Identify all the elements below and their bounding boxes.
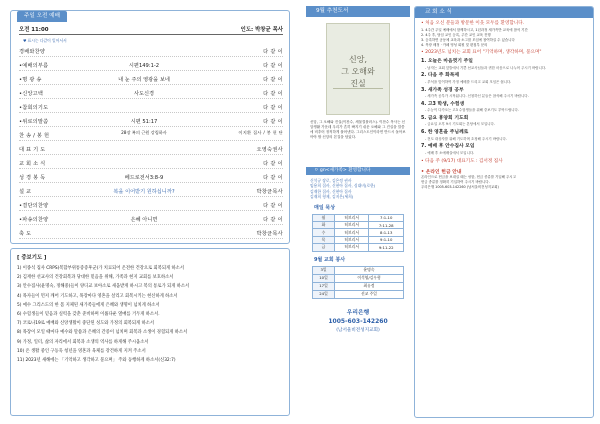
new-family-list — [310, 178, 406, 200]
reading-row — [313, 214, 404, 221]
news-item-detail: - 예배 후 소예배실에서 모입니다. — [425, 150, 475, 155]
news-body — [415, 18, 593, 190]
worship-order-box — [10, 10, 290, 244]
reading-day: 화 — [313, 222, 335, 229]
welcome-detail-line: 1. 4주간 주일 예배에서 함께하시고, 1년과정 새가족반 교육에 참석 기간 — [421, 27, 528, 32]
order-row — [19, 131, 283, 141]
news-item-heading: 5. 금요 휴양회 기도회 — [421, 116, 469, 121]
reading-verse: 9:11-22 — [369, 244, 404, 251]
reading-row — [313, 236, 404, 243]
news-item — [421, 73, 587, 84]
online-offering-details — [421, 175, 587, 190]
book-cover-rule — [333, 88, 383, 98]
news-item — [421, 130, 587, 141]
news-item-heading: 6. 한 영혼을 주님께로 — [421, 130, 469, 136]
order-row — [19, 117, 283, 127]
order-row — [19, 229, 283, 239]
order-item-leader: 다 같 이 — [263, 119, 283, 125]
order-item-detail: 베드로전서3:8-9 — [124, 175, 164, 181]
order-item-label: 대 표 기 도 — [19, 147, 46, 153]
order-item-label: •결단의찬양 — [19, 203, 49, 209]
order-item-label: •신앙고백 — [19, 91, 44, 97]
welcome-line: • 처음 오신 분들과 방문한 이웃 모두를 환영합니다. — [421, 21, 525, 26]
order-item-leader: 다 같 이 — [263, 49, 283, 55]
prayer-item: 1) 이종석 집사 CRPS(복합부위통증증후군)가 치료되어 온전한 건강으로 회복되게 하소서 — [17, 266, 184, 271]
new-family-bar: ㅇ gn<새가족> 환영합니다 — [306, 167, 410, 175]
service-person: 윤명숙 — [335, 266, 404, 274]
order-item-label: •참회의기도 — [19, 105, 49, 111]
left-page — [4, 4, 296, 420]
order-item-label: 경배와찬양 — [19, 49, 46, 55]
news-item-detail: - 금요일 오후 9시 기도회는 본당에서 모입니다. — [425, 122, 495, 127]
order-row — [19, 145, 283, 155]
order-item-label: 축 도 — [19, 231, 32, 237]
order-item-leader: 박창균목사 — [256, 231, 283, 237]
daily-reading-table — [312, 214, 404, 252]
order-item-detail: 내 눈 주의 영광을 보네 — [118, 77, 170, 83]
news-item-heading: 7. 예배 후 안수집사 모임 — [421, 144, 475, 150]
reading-row — [313, 229, 404, 236]
news-item-detail: - 전도 대상자를 위해 기도하며 초청해 주시기 바랍니다. — [425, 136, 507, 141]
reading-row — [313, 244, 404, 251]
reading-book: 히브리서 — [335, 214, 369, 221]
order-row — [19, 173, 283, 183]
order-item-label: 성 경 봉 독 — [19, 175, 46, 181]
worship-tab: 주일 오전 예배 — [17, 11, 67, 22]
order-row — [19, 215, 283, 225]
order-item-leader: 박창균목사 — [256, 189, 283, 195]
order-row — [19, 159, 283, 169]
order-item-detail: 은혜 아니면 — [130, 217, 158, 223]
reading-day: 월 — [313, 214, 335, 221]
online-detail-line: 헌금 종류를 정확히 기입하여 주시기 바랍니다. — [421, 180, 490, 185]
next-prayer: • 다음 주 (9/17) 대표기도 : 김서정 집사 — [421, 158, 503, 164]
new-family-name: 김재희 형제, 김지은(세희) — [310, 194, 354, 200]
reading-day: 금 — [313, 244, 335, 251]
book-cover-image — [326, 23, 390, 115]
news-item-detail: - 새가족 공부가 시작됩니다. 신청하신 분들은 참석해 주시기 바랍니다. — [425, 94, 529, 98]
service-person: 최유정 — [335, 282, 404, 290]
bank-holder: (남서울비전성지교회) — [336, 327, 380, 333]
reading-verse: 7:11-28 — [369, 222, 404, 229]
prayer-item: 11) 2023년 새해에는 「기억하고 생각하고 묻으며」 주와 동행하게 하소서(신32:7) — [17, 358, 176, 364]
reading-verse: 9:1-10 — [369, 236, 404, 243]
order-row — [19, 89, 283, 99]
order-item-detail: 시편 51:17 — [130, 119, 158, 125]
order-item-leader: 이지환 집사 / 봉 헌 단 — [238, 130, 283, 135]
online-detail-line: 온라인으로 헌금을 보내실 때는 성함, 헌금 종류를 기입해 주시고 — [421, 175, 516, 180]
order-item-label: 교 회 소 식 — [19, 161, 46, 167]
news-bar: 교 회 소 식 — [415, 7, 593, 18]
new-family-name: 임용희 집사, 신현아 집사, 싱대비(로한) — [310, 183, 376, 189]
worship-leader: 인도: 박창균 목사 — [240, 27, 283, 33]
news-item-detail: - 남자는 교회 앞뜰에서 기쁜 선교사님들과 귀한 마음으로 나누어 주시기 바랍니다. — [425, 65, 547, 70]
bank-account: 1005-603-142260 — [328, 317, 388, 325]
service-title: 9월 교회 봉사 — [314, 256, 346, 263]
prayer-item: 9) 가정, 일터, 삶의 자리에서 회복과 소생의 역사를 하게해 주시옵소서 — [17, 339, 149, 345]
prayer-item: 4) 목자들이 먼저 깨어 기도하고, 목장마다 영혼을 살리고 회복시키는 현신하게 하소서 — [17, 293, 178, 299]
order-row — [19, 61, 283, 71]
reading-verse: 7:1-10 — [369, 214, 404, 221]
reading-row — [313, 222, 404, 229]
order-item-detail: 28장 복의 근원 강림하사 — [121, 130, 167, 135]
header-rule — [19, 34, 283, 35]
news-item — [421, 88, 587, 99]
welcome-details — [421, 28, 587, 48]
book-description: 신앙, 그 오해와 진실(이찬수, 새물결플러스). 이찬수 목사는 신앙생활 가운데 우리가 흔히 빠지기 쉬운 오해와 그 진실을 말씀에 비추어 정직하게 풀어낸다. 그리스도인이라면 반드시 돌아보아야 할 신앙의 본질을 담았다. — [310, 120, 406, 139]
service-row — [313, 282, 404, 290]
reading-book: 히브리서 — [335, 222, 369, 229]
news-item — [421, 59, 587, 70]
order-item-detail: 사도신경 — [133, 91, 155, 97]
welcome-detail-line: 3. 등록하면 공동체 교육과 소그룹 모임에 참여하실 수 있습니다 — [421, 37, 515, 42]
news-item — [421, 116, 587, 127]
prayer-item: 7) 코로나19로 예배와 신앙생활이 중단된 성도와 가정의 회복되게 하소서 — [17, 321, 155, 327]
order-item-label: •파송의찬양 — [19, 217, 49, 223]
order-item-leader: 다 같 이 — [263, 161, 283, 167]
online-detail-line: 우리은행 1005-603-142260 (남서울비전성지교회) — [421, 185, 499, 190]
reading-book: 히브리서 — [335, 236, 369, 243]
new-family-name: 김재한 집사, 신현아 집사 — [310, 188, 352, 194]
service-person: 선교 주일 — [335, 290, 404, 298]
news-item-detail: - 추석을 맞이하여 가정 예배를 드리고 교회 모임은 쉽니다. — [425, 79, 512, 84]
online-offering-title: • 온라인 헌금 안내 — [421, 170, 462, 176]
worship-time: 오전 11:00 — [19, 27, 49, 33]
prayer-requests-box — [10, 248, 290, 416]
order-item-leader: 다 같 이 — [263, 63, 283, 69]
order-row — [19, 201, 283, 211]
order-item-leader: 다 같 이 — [263, 91, 283, 97]
order-row — [19, 103, 283, 113]
service-date: 10일 — [313, 274, 335, 282]
service-row — [313, 290, 404, 298]
service-table — [312, 266, 404, 299]
news-item-heading: 3. 새가족 성경 공부 — [421, 87, 464, 93]
prayer-list — [17, 264, 283, 365]
news-item-heading: 2. 다음 주 화목제 — [421, 73, 459, 79]
prayer-item: 6) 수험생들이 믿음과 실력을 갖춘 준비하며 이룹다운 열매를 거두게 하소서. — [17, 312, 160, 318]
order-item-label: 설 교 — [19, 189, 32, 195]
news-item-heading: 4. 고3 학생, 수험생 — [421, 101, 465, 107]
right-page — [304, 4, 596, 420]
order-item-leader: 오영숙권사 — [256, 147, 283, 153]
reading-day: 목 — [313, 236, 335, 243]
prayer-item: 3) 안수집사(윤명숙, 정해중)들이 양디교 보아소로 새움받게 하시고 복의 통로가 되게 하소서 — [17, 284, 190, 290]
news-item — [421, 102, 587, 113]
reading-verse: 8:1-13 — [369, 229, 404, 236]
order-item-label: •위로의말씀 — [19, 119, 49, 125]
year-motto: • 2023년도 넘치는 교회 표어 "기억하며, 생각하며, 묻으며" — [421, 49, 542, 55]
news-item — [421, 144, 587, 155]
prayer-item: 5) 예수 그리스도의 한 몸 지체된 새가족들에게 은혜와 생명이 넘치게 하소서 — [17, 302, 160, 308]
service-row — [313, 274, 404, 282]
standing-note: ♥ 표시는 다같이 일어서서 — [23, 38, 67, 43]
order-item-leader: 다 같 이 — [263, 217, 283, 223]
welcome-detail-line: 2. 4주 후, 담임 교인 등록, 주간 교인 교육 진행 — [421, 32, 491, 37]
prayer-item: 10) 온 생활 중인 구동욱 청년을 영혼과 육체를 강건하게 지켜 주소서 — [17, 348, 146, 354]
news-item-detail: - 수능이 다가오는 고3 수험생들을 위해 중보기도 부탁드립니다. — [425, 108, 519, 113]
order-item-label: 찬 송 / 봉 헌 — [19, 133, 50, 139]
church-news-column — [414, 6, 594, 418]
bank-name: 우리은행 — [346, 309, 370, 316]
order-item-leader: 다 같 이 — [263, 77, 283, 83]
order-item-label: •예배의부름 — [19, 63, 49, 69]
reading-book: 히브리서 — [335, 229, 369, 236]
new-family-name: 신석규 장로, 김은정 권사 — [310, 178, 352, 183]
order-row — [19, 75, 283, 85]
news-item-heading: 1. 오늘은 마음껏기 주일 — [421, 59, 473, 65]
bank-info — [310, 307, 406, 333]
service-date: 24일 — [313, 290, 335, 298]
service-date: 3일 — [313, 266, 335, 274]
prayer-title: [ 중보기도 ] — [17, 255, 47, 261]
book-bar: 9월 추천도서 — [306, 6, 410, 17]
reading-day: 수 — [313, 229, 335, 236]
order-item-leader: 다 같 이 — [263, 175, 283, 181]
prayer-item: 8) 목장이 모일 때마다 예수와 말씀과 은혜의 간증이 넘치며 회복과 소생이 경험되게 하소서 — [17, 330, 188, 336]
prayer-item: 2) 김재한 선교사의 건강회복과 당대한 믿음을 위해, 가족과 현지 교회를 보호하소서 — [17, 275, 174, 281]
daily-reading-title: 매일 묵상 — [314, 204, 336, 211]
order-item-detail: 복을 이어받기 원하십니까? — [113, 189, 175, 195]
order-item-leader: 다 같 이 — [263, 203, 283, 209]
news-items — [421, 59, 587, 155]
order-row — [19, 47, 283, 57]
service-date: 17일 — [313, 282, 335, 290]
welcome-detail-line: 4. 목장 배정 · 카페 영성 회원 및 편집부 문의 — [421, 42, 488, 47]
order-row — [19, 187, 283, 197]
book-cover-title: 신앙, 그 오해와 진실 — [341, 55, 375, 88]
reading-book: 히브리서 — [335, 244, 369, 251]
order-item-detail: 시편149:1-2 — [128, 63, 160, 69]
book-column — [306, 6, 410, 418]
service-row — [313, 266, 404, 274]
order-item-label: •명 광 송 — [19, 77, 42, 83]
worship-header — [19, 25, 283, 33]
service-person: 이석영/김우형 — [335, 274, 404, 282]
order-item-leader: 다 같 이 — [263, 105, 283, 111]
